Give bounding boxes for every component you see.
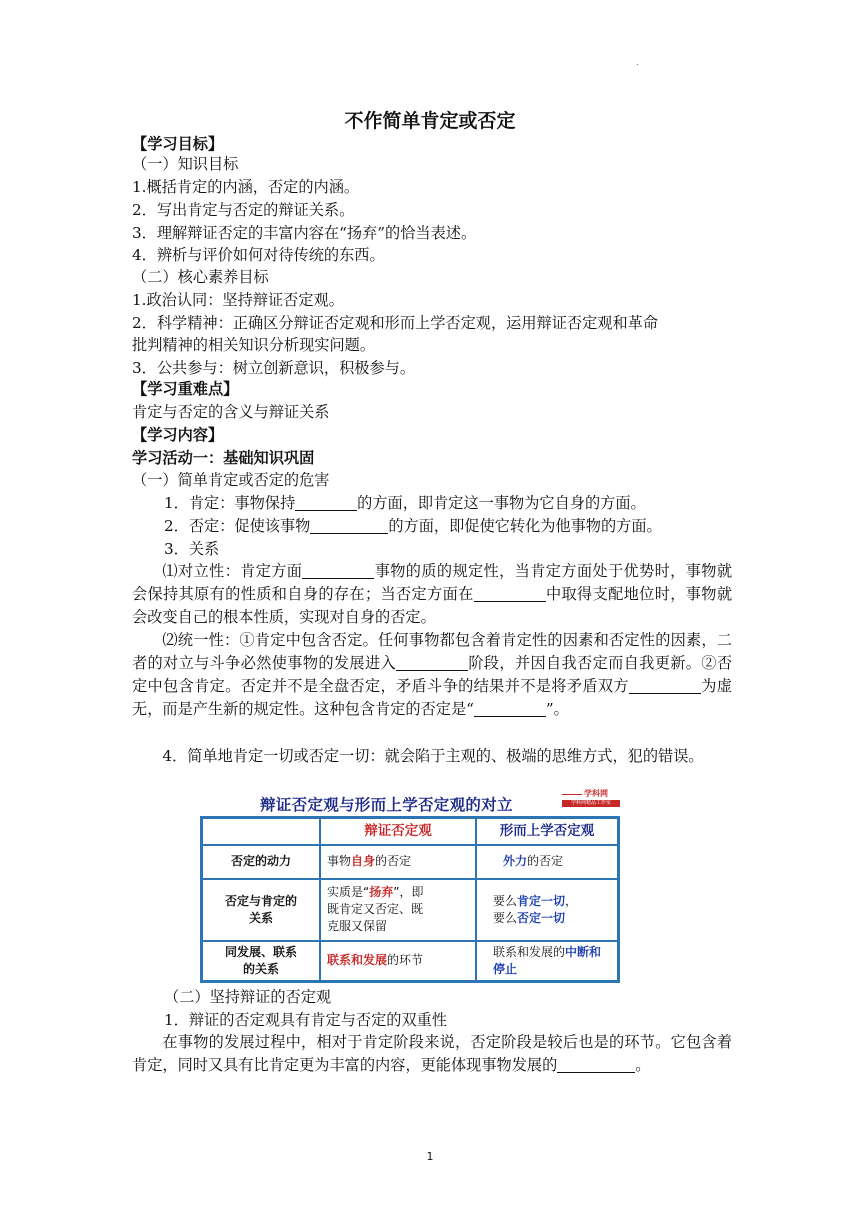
cell-text: 事物 — [327, 854, 352, 868]
cell-text: 的否定 — [375, 854, 412, 868]
unity-text-b: 阶段，并因自我否定而自我更新。②否定中包含肯定。否定并不是全盘否定，矛盾斗争的结果并不是将矛盾双方 — [132, 654, 733, 695]
fill-blank-3[interactable] — [302, 562, 374, 579]
goal-item-2: 2．写出肯定与否定的辩证关系。 — [132, 201, 355, 219]
heading-learning-goals: 【学习目标】 — [132, 135, 224, 153]
zxxk-logo — [562, 788, 620, 810]
table-row — [202, 941, 619, 982]
negate-text-a: 2．否定：促使该事物 — [164, 517, 311, 535]
affirm-text-b: 的方面，即肯定这一事物为它自身的方面。 — [357, 494, 646, 512]
label-line: 关系 — [248, 910, 273, 925]
row-label-motive: 否定的动力 — [202, 845, 321, 879]
fill-blank-5[interactable] — [396, 654, 468, 671]
cell-text: 克服又保留 — [327, 919, 388, 933]
cell-emphasis: 自身 — [351, 854, 376, 868]
heading-learning-content: 【学习内容】 — [132, 426, 224, 444]
section-two-item-1: 1．辩证的否定观具有肯定与否定的双重性 — [164, 1011, 448, 1029]
fill-blank-4[interactable] — [474, 585, 546, 602]
goal-item-4: 4．辨析与评价如何对待传统的东西。 — [132, 246, 385, 264]
label-line: 的关系 — [242, 961, 279, 976]
simple-affirm-paragraph — [132, 745, 732, 768]
cell-relation-dialectical — [320, 879, 476, 941]
opposition-text-a: ⑴对立性：肯定方面 — [162, 562, 303, 580]
logo-bar: 学科网精品工作室 — [562, 800, 620, 807]
cell-emphasis: 外力 — [503, 854, 528, 868]
key-points-text: 肯定与否定的含义与辩证关系 — [132, 403, 330, 421]
table-row — [202, 845, 619, 879]
cell-relation-metaphysical — [476, 879, 619, 941]
core-goal-3: 3．公共参与：树立创新意识，积极参与。 — [132, 359, 416, 377]
definition-negate — [164, 515, 764, 537]
core-goals-heading: （二）核心素养目标 — [132, 268, 269, 286]
cell-text: 要么 — [493, 910, 518, 925]
fill-blank-2[interactable] — [310, 517, 388, 534]
cell-emphasis: 联系和发展 — [327, 953, 388, 967]
activity-one-heading: 学习活动一：基础知识巩固 — [132, 449, 315, 467]
section-two-end: 。 — [635, 1056, 651, 1074]
cell-text: 实质是“ — [327, 885, 370, 899]
section-two-paragraph — [132, 1031, 732, 1077]
fill-blank-7[interactable] — [474, 700, 546, 717]
unity-text-c: 为虚无，而是产生新的规定性。这种包含肯定的否定是“ — [132, 677, 733, 718]
section-one-heading: （一）简单肯定或否定的危害 — [132, 471, 330, 489]
cell-development-dialectical — [320, 941, 476, 982]
figure-title: 辩证否定观与形而上学否定观的对立 — [260, 796, 513, 814]
cell-text: ”，即 — [393, 885, 424, 899]
cell-text: ， — [565, 893, 578, 908]
section-two-text: 在事物的发展过程中，相对于肯定阶段来说，否定阶段是较后也是的环节。它包含着肯定，同时又具有比肯定更为丰富的内容，更能体现事物发展的 — [132, 1033, 732, 1074]
core-goal-2b: 批判精神的相关知识分析现实问题。 — [132, 336, 375, 354]
unity-text-a: ⑵统一性：①肯定中包含否定。任何事物都包含着肯定性的因素和否定性的因素，二者的对立与斗争必然使事物的发展进入 — [132, 631, 732, 672]
cell-motive-dialectical — [320, 845, 476, 879]
cell-emphasis: 否定一切 — [517, 910, 566, 925]
definition-affirm — [164, 492, 764, 514]
cell-text: 联系和发展的 — [493, 944, 566, 959]
affirm-text-a: 1．肯定：事物保持 — [164, 494, 296, 512]
goal-item-3: 3．理解辩证否定的丰富内容在“扬弃”的恰当表述。 — [132, 224, 477, 242]
core-goal-2a: 2．科学精神：正确区分辩证否定观和形而上学否定观，运用辩证否定观和革命 — [132, 314, 659, 332]
cell-text: 要么 — [493, 893, 518, 908]
header-metaphysical: 形而上学否定观 — [476, 818, 619, 845]
negate-text-b: 的方面，即促使它转化为他事物的方面。 — [388, 517, 662, 535]
cell-emphasis: 肯定一切 — [517, 893, 566, 908]
cell-text: 的否定 — [527, 854, 564, 868]
heading-key-points: 【学习重难点】 — [132, 380, 239, 398]
header-dialectical: 辩证否定观 — [320, 818, 476, 845]
knowledge-goals-heading: （一）知识目标 — [132, 155, 239, 173]
opposition-text-b: 事物的质的规定性，当肯定方面处于优势时，事物就会保持其原有的性质和自身的存在；当否定方面在 — [132, 562, 733, 603]
fill-blank-8[interactable] — [557, 1056, 635, 1073]
label-line: 同发展、联系 — [224, 944, 297, 959]
table-row — [202, 879, 619, 941]
cell-emphasis: 中断和 — [565, 944, 602, 959]
header-empty-cell — [202, 818, 321, 845]
label-line: 否定与肯定的 — [224, 893, 297, 908]
fill-blank-6[interactable] — [629, 677, 701, 694]
goal-item-1: 1.概括肯定的内涵，否定的内涵。 — [132, 178, 360, 196]
comparison-figure — [200, 788, 620, 984]
cell-text: 的环节 — [387, 953, 424, 967]
top-dot: . — [636, 58, 639, 67]
cell-motive-metaphysical — [476, 845, 619, 879]
comparison-table — [200, 816, 620, 983]
section-two-heading: （二）坚持辩证的否定观 — [164, 988, 332, 1006]
row-label-development — [202, 941, 321, 982]
core-goal-1: 1.政治认同：坚持辩证否定观。 — [132, 291, 344, 309]
row-label-relation — [202, 879, 321, 941]
simple-affirm-text: 4．简单地肯定一切或否定一切：就会陷于主观的、极端的思维方式，犯的错误。 — [162, 747, 704, 765]
opposition-text-c: 中取得支配地位时，事物就会改变自己的根本性质，实现对自身的否定。 — [132, 585, 733, 626]
relation-heading: 3．关系 — [164, 540, 220, 558]
fill-blank-1[interactable] — [295, 494, 357, 511]
cell-text: 既肯定又否定、既 — [327, 902, 424, 916]
cell-emphasis: 扬弃 — [369, 885, 394, 899]
logo-text: 学科网 — [584, 789, 608, 798]
cell-emphasis: 停止 — [493, 961, 518, 976]
page-number: 1 — [426, 1150, 434, 1163]
cell-development-metaphysical — [476, 941, 619, 982]
unity-paragraph — [132, 629, 732, 721]
logo-rule — [562, 794, 582, 795]
unity-text-d: ”。 — [545, 700, 569, 718]
page-title: 不作简单肯定或否定 — [344, 110, 516, 132]
table-header-row — [202, 818, 619, 845]
opposition-paragraph — [132, 560, 732, 629]
